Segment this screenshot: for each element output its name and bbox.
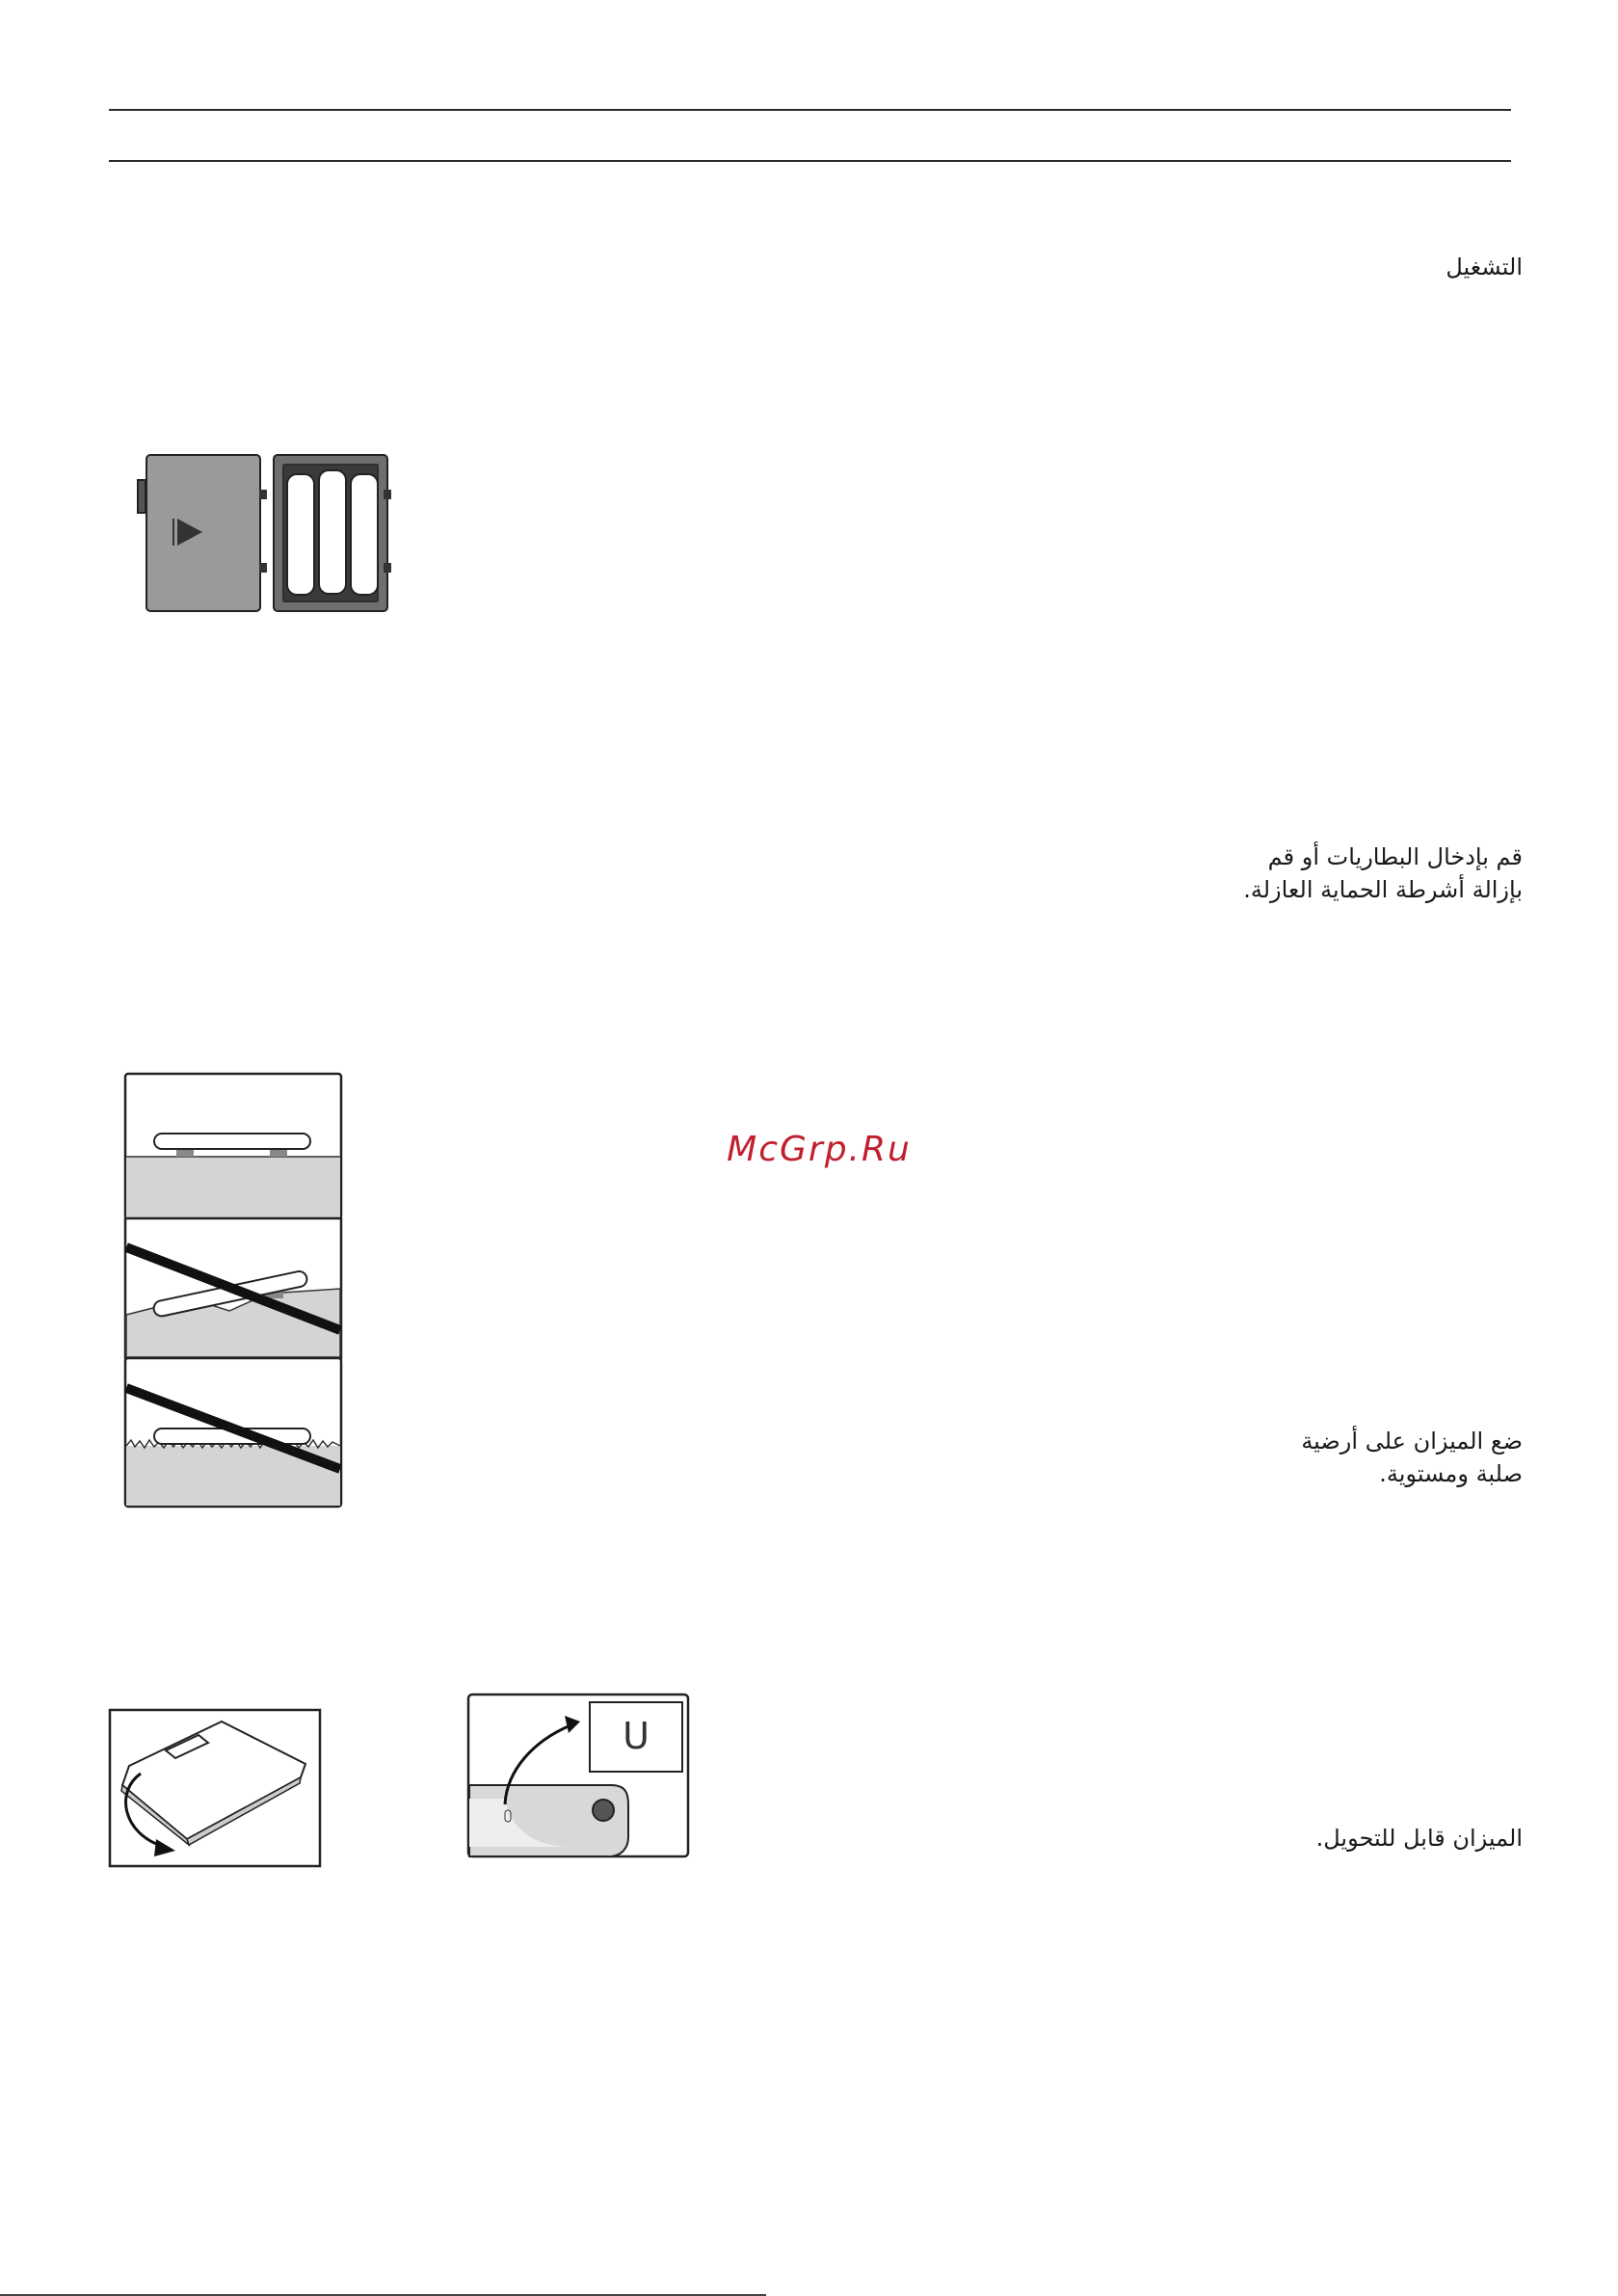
heading-text: التشغيل: [1446, 254, 1523, 280]
instruction-line: بإزالة أشرطة الحماية العازلة.: [1243, 876, 1523, 903]
flat-floor-panel: [125, 1074, 341, 1218]
instruction-switchable: [1233, 1822, 1523, 1855]
watermark: McGrp.Ru: [727, 1130, 912, 1169]
instruction-line: قم بإدخال البطاريات أو قم: [1267, 843, 1523, 870]
header-rule-top: [109, 109, 1511, 111]
scale-switch-figure: [466, 1693, 690, 1860]
instruction-line: صلبة ومستوية.: [1379, 1460, 1523, 1487]
carpet-floor-panel: [125, 1358, 341, 1507]
section-heading-operation: [1233, 251, 1523, 283]
uneven-floor-panel: [125, 1218, 341, 1358]
instruction-line: ضع الميزان على أرضية: [1301, 1428, 1523, 1455]
switch-inset: [590, 1702, 682, 1772]
floor-surface-figure: [123, 1072, 345, 1509]
battery-compartment-figure: [135, 451, 395, 615]
instruction-batteries: [1233, 841, 1523, 906]
header-rule-bottom: [109, 160, 1511, 162]
instruction-line: الميزان قابل للتحويل.: [1315, 1825, 1523, 1852]
instruction-floor: [1233, 1425, 1523, 1490]
switch-symbol: U: [623, 1715, 650, 1757]
scale-tilt-figure: [108, 1708, 324, 1870]
